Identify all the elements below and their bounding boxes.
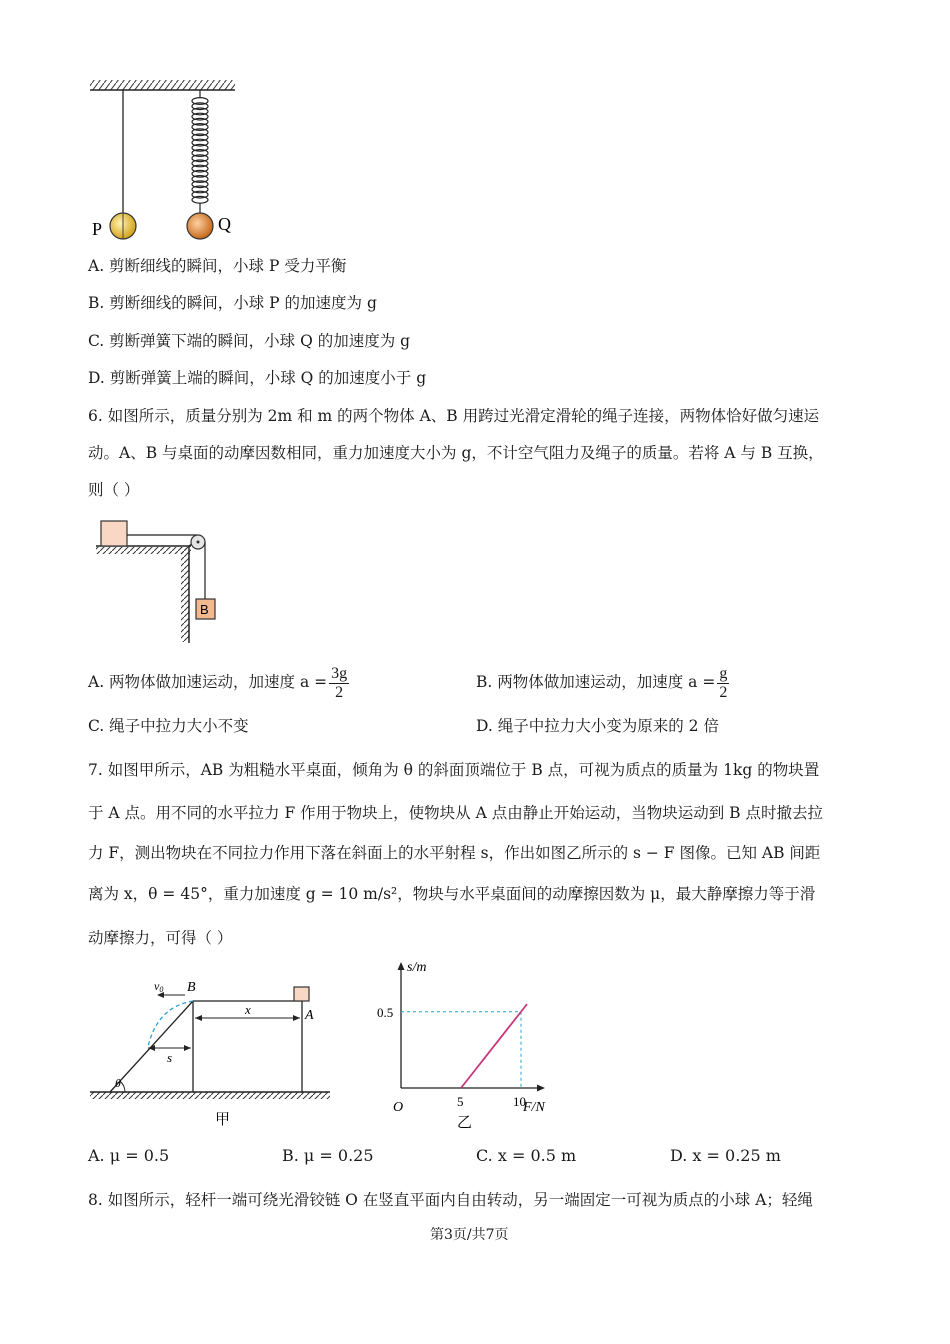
q6-option-b-fraction bbox=[717, 665, 729, 702]
s-arrow-right bbox=[184, 1045, 191, 1051]
v0-subscript: 0 bbox=[159, 985, 164, 994]
q6-stem-line3: 则（ ） bbox=[88, 481, 140, 499]
q7-figure-jia bbox=[85, 975, 335, 1135]
block-a bbox=[101, 521, 127, 546]
q6-option-b-denominator: 2 bbox=[719, 683, 728, 701]
q7-stem-line5: 动摩擦力，可得（ ） bbox=[88, 929, 233, 947]
chart-x-label: F/N bbox=[523, 1100, 545, 1115]
chart-y-arrowhead bbox=[398, 962, 405, 970]
x-arrow-right bbox=[293, 1015, 300, 1021]
q6-option-b-numerator: g bbox=[719, 664, 728, 682]
q5-option-c: C. 剪断弹簧下端的瞬间，小球 Q 的加速度为 g bbox=[88, 332, 411, 350]
x-tick-label: 10 bbox=[513, 1094, 526, 1109]
q6-option-a-text: A. 两物体做加速运动，加速度 a = bbox=[88, 673, 328, 691]
y-tick-label: 0.5 bbox=[377, 1004, 394, 1020]
b-label: B bbox=[187, 980, 196, 995]
ball-q bbox=[187, 213, 213, 239]
q7-stem-line3: 力 F，测出物块在不同拉力作用下落在斜面上的水平射程 s，作出如图乙所示的 s − F 图像。已知 AB 间距 bbox=[88, 844, 821, 862]
q5-option-a: A. 剪断细线的瞬间，小球 P 受力平衡 bbox=[88, 257, 347, 275]
q7-stem-line1: 7. 如图甲所示，AB 为粗糙水平桌面，倾角为 θ 的斜面顶端位于 B 点，可视为质点的质量为 1kg 的物块置 bbox=[88, 761, 820, 779]
q7-option-b: B. μ = 0.25 bbox=[282, 1146, 374, 1165]
q6-figure bbox=[88, 515, 228, 650]
chart-marks bbox=[377, 1004, 527, 1109]
x-arrow-left bbox=[195, 1015, 202, 1021]
a-label: A bbox=[305, 1008, 314, 1023]
x-tick-label: 5 bbox=[457, 1094, 464, 1109]
chart-x-arrowhead bbox=[537, 1085, 545, 1092]
q7-option-a: A. μ = 0.5 bbox=[88, 1146, 170, 1165]
q7-option-d: D. x = 0.25 m bbox=[670, 1146, 781, 1165]
block-b-label: B bbox=[200, 602, 209, 617]
ground-hatch bbox=[90, 1092, 330, 1099]
q5-option-d: D. 剪断弹簧上端的瞬间，小球 Q 的加速度小于 g bbox=[88, 369, 427, 387]
q5-figure bbox=[80, 75, 250, 250]
q7-chart-yi bbox=[375, 955, 565, 1135]
q6-option-b-text: B. 两物体做加速运动，加速度 a = bbox=[476, 673, 716, 691]
q7-option-c: C. x = 0.5 m bbox=[476, 1146, 577, 1165]
q6-option-c: C. 绳子中拉力大小不变 bbox=[88, 717, 249, 735]
q6-option-d: D. 绳子中拉力大小变为原来的 2 倍 bbox=[476, 717, 719, 735]
table-top-hatch bbox=[96, 547, 191, 554]
yi-caption: 乙 bbox=[457, 1113, 473, 1131]
ceiling-hatch bbox=[90, 80, 235, 90]
table-side-hatch bbox=[181, 547, 189, 642]
theta-label: θ bbox=[115, 1076, 121, 1090]
v0-label bbox=[154, 979, 163, 994]
q6-stem-line1: 6. 如图所示，质量分别为 2m 和 m 的两个物体 A、B 用跨过光滑定滑轮的绳子连接，两物体恰好做匀速运 bbox=[88, 407, 820, 425]
label-p: P bbox=[92, 219, 103, 239]
q6-option-a bbox=[88, 662, 351, 702]
q6-stem-line2: 动。A、B 与桌面的动摩因数相同，重力加速度大小为 g，不计空气阻力及绳子的质量。若将 A 与 B 互换， bbox=[88, 444, 824, 462]
spring-q bbox=[192, 90, 208, 213]
jia-caption: 甲 bbox=[215, 1110, 231, 1128]
page-footer: 第3页/共7页 bbox=[430, 1227, 509, 1243]
v0-symbol: v bbox=[154, 979, 160, 993]
q6-option-b bbox=[476, 662, 731, 702]
q5-option-b: B. 剪断细线的瞬间，小球 P 的加速度为 g bbox=[88, 294, 377, 312]
q7-stem-line2: 于 A 点。用不同的水平拉力 F 作用于物块上，使物块从 A 点由静止开始运动，当物块运动到 B 点时撤去拉 bbox=[88, 804, 823, 822]
chart-origin: O bbox=[393, 1100, 404, 1115]
label-q: Q bbox=[218, 214, 231, 234]
chart-y-label-var: s/m bbox=[407, 960, 427, 975]
s-label: s bbox=[167, 1050, 173, 1065]
pulley-axle bbox=[197, 541, 200, 544]
chart-y-label bbox=[407, 960, 426, 975]
q6-option-a-numerator: 3g bbox=[331, 664, 348, 682]
x-label: x bbox=[245, 1002, 251, 1017]
block-on-a bbox=[294, 987, 309, 1001]
q8-stem-line1: 8. 如图所示，轻杆一端可绕光滑铰链 O 在竖直平面内自由转动，另一端固定一可视为质点的小球 A；轻绳 bbox=[88, 1191, 813, 1209]
series-line-s-f bbox=[461, 1004, 527, 1088]
q6-option-a-fraction bbox=[329, 665, 349, 702]
q7-stem-line4: 离为 x，θ = 45°，重力加速度 g = 10 m/s²，物块与水平桌面间的动摩擦因数为 μ，最大静摩擦力等于滑 bbox=[88, 885, 816, 903]
q6-option-a-denominator: 2 bbox=[335, 683, 344, 701]
